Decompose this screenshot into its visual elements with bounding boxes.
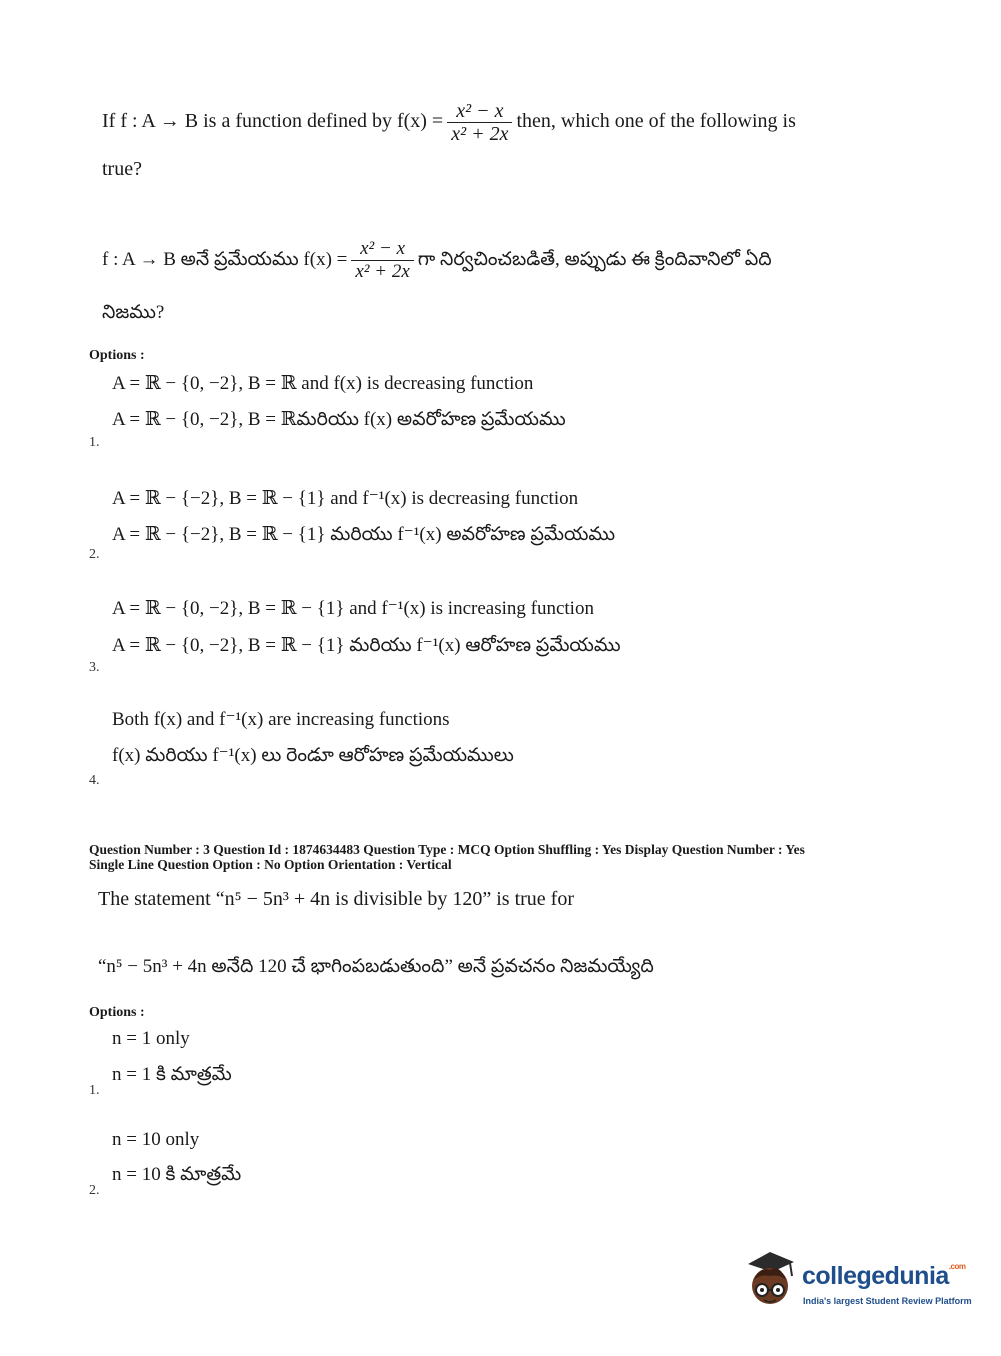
question-3-meta-line2: Single Line Question Option : No Option Orientation : Vertical bbox=[89, 857, 452, 872]
question-2-english-suffix: then, which one of the following is bbox=[516, 110, 796, 133]
option-4-number: 4. bbox=[89, 773, 100, 788]
fraction-telugu-denominator: x² + 2x bbox=[355, 261, 410, 282]
q3-option-1-english: n = 1 only bbox=[112, 1028, 190, 1049]
option-1-english: A = ℝ − {0, −2}, B = ℝ and f(x) is decreasing function bbox=[112, 373, 534, 394]
option-2-telugu: A = ℝ − {−2}, B = ℝ − {1} మరియు f⁻¹(x) అవరోహణ ప్రమేయము bbox=[112, 524, 616, 545]
q3-option-1-telugu: n = 1 కి మాత్రమే bbox=[112, 1064, 232, 1085]
option-4-telugu: f(x) మరియు f⁻¹(x) లు రెండూ ఆరోహణ ప్రమేయములు bbox=[112, 745, 514, 766]
logo-name: collegedunia bbox=[802, 1262, 949, 1290]
fraction-telugu-numerator: x² − x bbox=[351, 238, 413, 261]
q3-option-2-number: 2. bbox=[89, 1183, 100, 1198]
option-2-english: A = ℝ − {−2}, B = ℝ − {1} and f⁻¹(x) is decreasing function bbox=[112, 488, 579, 509]
logo-wordmark bbox=[802, 1262, 965, 1291]
question-2-english bbox=[102, 100, 796, 145]
question-3-telugu: “n⁵ − 5n³ + 4n అనేది 120 చే భాగింపబడుతుంది” అనే ప్రవచనం నిజమయ్యేది bbox=[98, 956, 654, 977]
fraction-telugu bbox=[351, 238, 413, 283]
mascot-icon bbox=[740, 1250, 800, 1312]
question-2-telugu-suffix: గా నిర్వచించబడితే, అప్పుడు ఈ క్రిందివానిలో ఏది bbox=[417, 248, 772, 270]
question-2-telugu-line2: నిజము? bbox=[102, 302, 165, 323]
option-1-telugu: A = ℝ − {0, −2}, B = ℝమరియు f(x) అవరోహణ ప్రమేయము bbox=[112, 409, 566, 430]
fraction-denominator: x² + 2x bbox=[451, 123, 509, 145]
option-2-number: 2. bbox=[89, 547, 100, 562]
logo-tagline: India's largest Student Review Platform bbox=[803, 1296, 972, 1306]
question-2-english-prefix: If f : A → B is a function defined by f(x) = bbox=[102, 110, 444, 133]
question-2-english-line2: true? bbox=[102, 158, 142, 180]
options-label: Options : bbox=[89, 348, 145, 363]
q3-option-2-telugu: n = 10 కి మాత్రమే bbox=[112, 1164, 242, 1185]
question-3-meta-line1: Question Number : 3 Question Id : 1874634483 Question Type : MCQ Option Shuffling : Yes Display Question Number : Yes bbox=[89, 842, 805, 857]
question-2-telugu-prefix: f : A → B అనే ప్రమేయము f(x) = bbox=[102, 248, 348, 270]
option-3-telugu: A = ℝ − {0, −2}, B = ℝ − {1} మరియు f⁻¹(x) ఆరోహణ ప్రమేయము bbox=[112, 635, 621, 656]
logo-suffix: .com bbox=[948, 1262, 966, 1271]
q3-option-2-english: n = 10 only bbox=[112, 1129, 200, 1150]
collegedunia-logo bbox=[740, 1250, 970, 1320]
option-1-number: 1. bbox=[89, 435, 100, 450]
option-3-number: 3. bbox=[89, 660, 100, 675]
option-3-english: A = ℝ − {0, −2}, B = ℝ − {1} and f⁻¹(x) is increasing function bbox=[112, 598, 594, 619]
q3-option-1-number: 1. bbox=[89, 1083, 100, 1098]
question-3-english: The statement “n⁵ − 5n³ + 4n is divisible by 120” is true for bbox=[98, 888, 574, 910]
fraction-numerator: x² − x bbox=[447, 100, 512, 123]
question-2-telugu bbox=[102, 238, 772, 283]
question-3-options-label: Options : bbox=[89, 1005, 145, 1020]
fraction bbox=[447, 100, 512, 145]
option-4-english: Both f(x) and f⁻¹(x) are increasing functions bbox=[112, 709, 450, 730]
